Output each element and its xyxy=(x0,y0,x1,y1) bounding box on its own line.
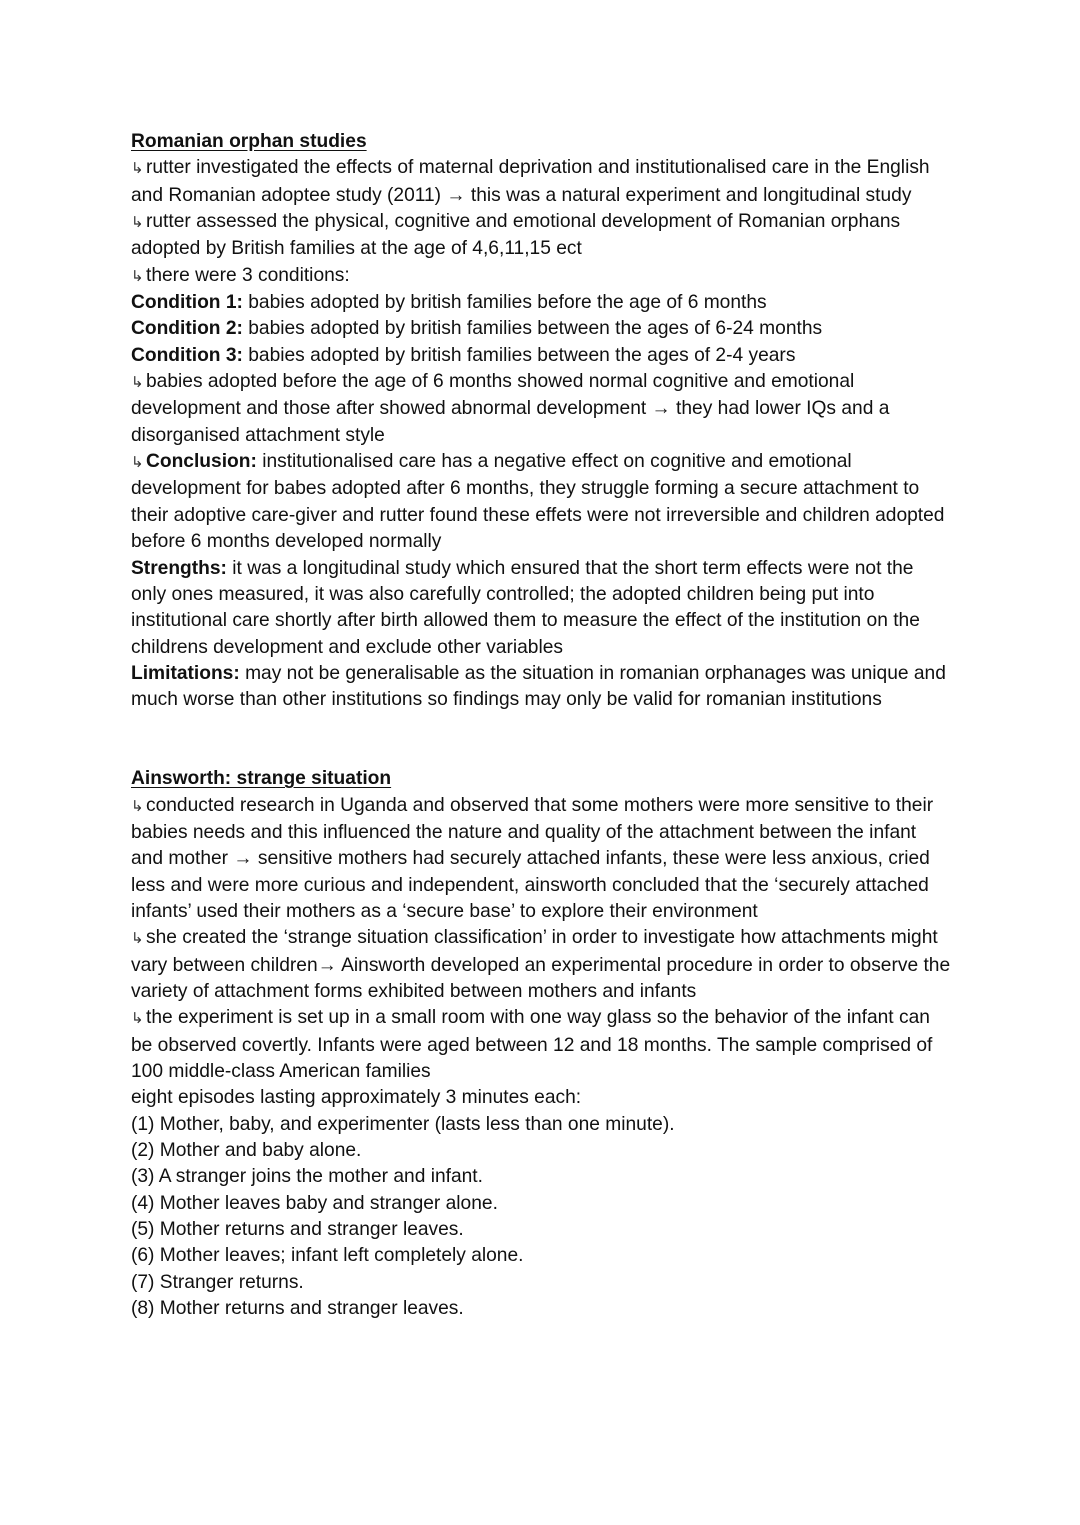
paragraph-strange-situation-classification xyxy=(131,925,951,1005)
hook-arrow-icon: ↳ xyxy=(131,267,144,285)
condition-label: Condition 1: xyxy=(131,292,243,314)
paragraph-findings xyxy=(131,369,951,449)
condition-text: babies adopted by british families between the ages of 2-4 years xyxy=(242,344,796,366)
paragraph-limitations xyxy=(131,661,951,714)
condition-2 xyxy=(131,316,951,342)
condition-label: Condition 2: xyxy=(131,318,243,340)
document-page xyxy=(131,129,951,1322)
paragraph-text: rutter investigated the effects of maternal deprivation and institutionalised care in the English and Romanian adoptee study (2011) → this was a natural experiment and longitudinal study xyxy=(131,157,930,206)
condition-text: babies adopted by british families before the age of 6 months xyxy=(242,292,767,314)
paragraph-text: rutter assessed the physical, cognitive and emotional development of Romanian orphans adopted by British families at the age of 4,6,11,15 ect xyxy=(131,211,901,260)
episode-item: (7) Stranger returns. xyxy=(131,1271,304,1293)
paragraph-episodes-intro: eight episodes lasting approximately 3 minutes each: xyxy=(131,1087,582,1109)
paragraph-text: conducted research in Uganda and observed that some mothers were more sensitive to their babies needs and this influenced the nature and quality of the attachment between the infant and mother → sensitive mothers had securely attached infants, these were less anxious, cried less and were more curious and independent, ainsworth concluded that the ‘securely attached infants’ used their mothers as a ‘secure base’ to explore their environment xyxy=(131,794,934,922)
section-spacer xyxy=(131,714,951,767)
paragraph-text: may not be generalisable as the situation in romanian orphanages was unique and much worse than other institutions so findings may only be valid for romanian institutions xyxy=(131,662,946,711)
paragraph-text: there were 3 conditions: xyxy=(146,264,350,286)
hook-arrow-icon: ↳ xyxy=(131,930,144,948)
episode-item: (8) Mother returns and stranger leaves. xyxy=(131,1298,464,1320)
episode-item: (3) A stranger joins the mother and infant. xyxy=(131,1166,483,1188)
condition-1 xyxy=(131,290,951,316)
paragraph-text: it was a longitudinal study which ensured that the short term effects were not the only ones measured, it was also carefully controlled; the adopted children being put into institutional care shortly after birth allowed them to measure the effect of the institution on the childrens development and exclude other variables xyxy=(131,557,920,658)
conclusion-label: Conclusion: xyxy=(146,451,257,473)
paragraph-uganda-research xyxy=(131,793,951,926)
paragraph-rutter-investigation xyxy=(131,155,951,209)
condition-label: Condition 3: xyxy=(131,344,243,366)
paragraph-text: babies adopted before the age of 6 months showed normal cognitive and emotional development and those after showed abnormal development → they had lower IQs and a disorganised attachment style xyxy=(131,371,890,446)
hook-arrow-icon: ↳ xyxy=(131,214,144,232)
episode-item: (2) Mother and baby alone. xyxy=(131,1140,362,1162)
hook-arrow-icon: ↳ xyxy=(131,797,144,815)
condition-text: babies adopted by british families between the ages of 6-24 months xyxy=(242,318,823,340)
paragraph-conclusion xyxy=(131,449,951,555)
section-title-ainsworth-strange-situation: Ainsworth: strange situation xyxy=(131,768,392,790)
limitations-label: Limitations: xyxy=(131,662,240,684)
paragraph-text: institutionalised care has a negative effect on cognitive and emotional development for babes adopted after 6 months, they struggle forming a secure attachment to their adoptive care-giver and rutter found these effets were not irreversible and children adopted before 6 months developed normally xyxy=(131,451,945,553)
condition-3 xyxy=(131,343,951,369)
paragraph-text: she created the ‘strange situation classification’ in order to investigate how attachments might vary between children→ Ainsworth developed an experimental procedure in order to observe the variety of attachment forms exhibited between mothers and infants xyxy=(131,927,951,1002)
paragraph-strengths xyxy=(131,556,951,661)
section-title-romanian-orphan-studies: Romanian orphan studies xyxy=(131,131,367,152)
episode-item: (4) Mother leaves baby and stranger alone. xyxy=(131,1192,498,1214)
paragraph-rutter-assessment xyxy=(131,209,951,263)
episode-item: (6) Mother leaves; infant left completely alone. xyxy=(131,1245,524,1267)
paragraph-conditions-intro xyxy=(131,263,951,290)
hook-arrow-icon: ↳ xyxy=(131,374,144,392)
episode-item: (1) Mother, baby, and experimenter (lasts less than one minute). xyxy=(131,1113,675,1135)
episode-item: (5) Mother returns and stranger leaves. xyxy=(131,1219,464,1241)
hook-arrow-icon: ↳ xyxy=(131,160,144,178)
hook-arrow-icon: ↳ xyxy=(131,1010,144,1028)
paragraph-experiment-setup xyxy=(131,1005,951,1085)
strengths-label: Strengths: xyxy=(131,557,227,579)
paragraph-text: the experiment is set up in a small room with one way glass so the behavior of the infant can be observed covertly. Infants were aged between 12 and 18 months. The sample comprised of 100 middle-class American families xyxy=(131,1007,933,1083)
hook-arrow-icon: ↳ xyxy=(131,454,144,472)
